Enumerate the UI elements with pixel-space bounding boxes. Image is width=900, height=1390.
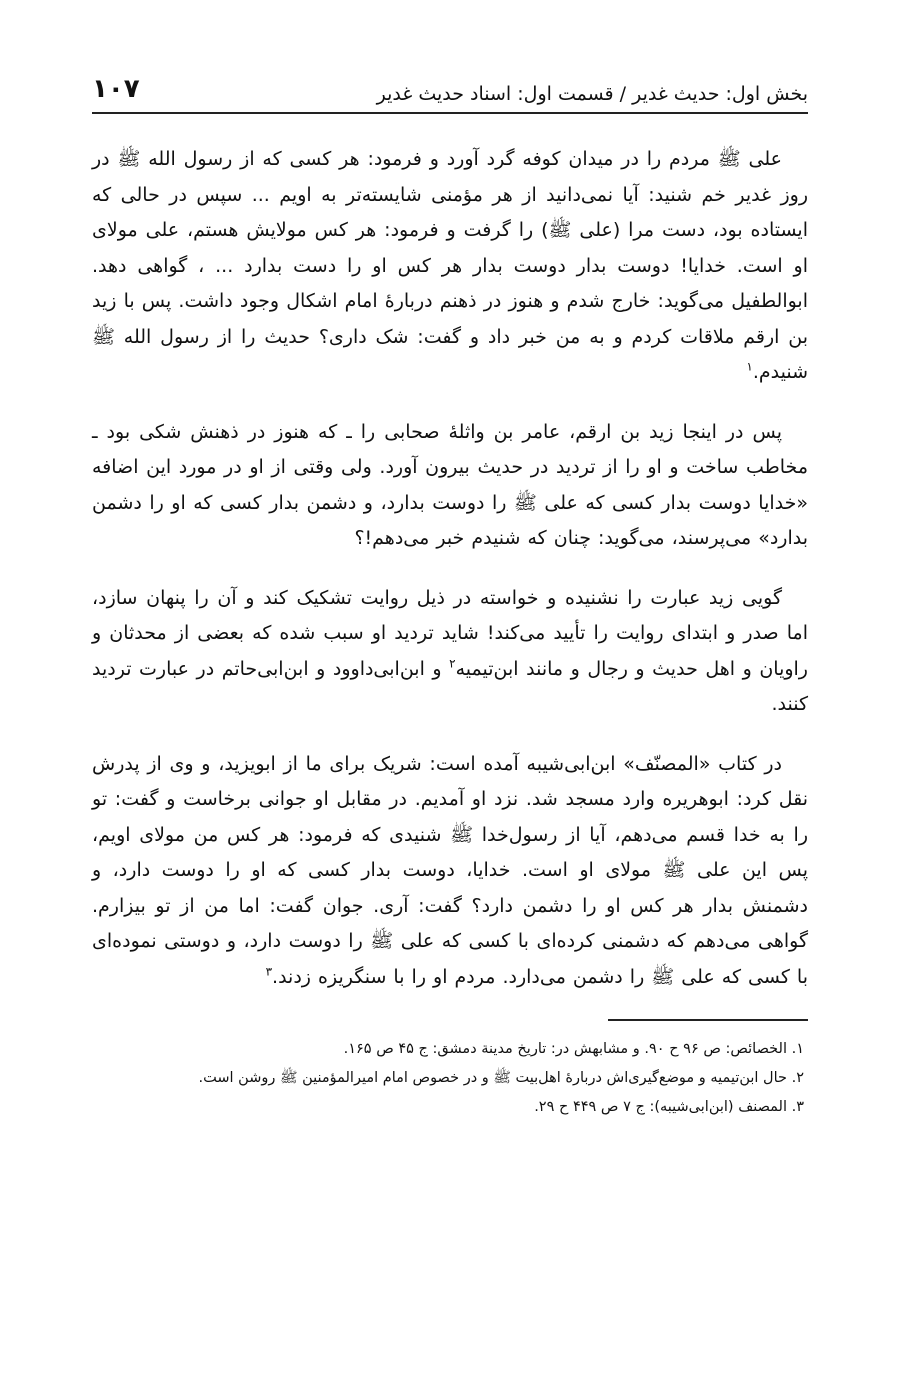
paragraph-1 <box>92 142 808 391</box>
footnote-2: ۲. حال ابن‌تیمیه و موضع‌گیری‌اش دربارهٔ اهل‌بیت ﷺ و در خصوص امام امیرالمؤمنین ﷺ روشن است. <box>198 1070 804 1086</box>
body-text <box>92 142 808 995</box>
paragraph-text-tail: و ابن‌ابی‌داوود و ابن‌ابی‌حاتم در عبارت تردید کنند. <box>92 657 808 715</box>
footnote-marker-1: ۱ <box>746 359 753 374</box>
footnote-3: ۳. المصنف (ابن‌ابی‌شیبه): ج ۷ ص ۴۴۹ ح ۲۹. <box>534 1099 804 1115</box>
paragraph-4 <box>92 747 808 996</box>
paragraph-3 <box>92 581 808 723</box>
page-number: ۱۰۷ <box>92 74 140 104</box>
footnotes <box>92 1037 808 1120</box>
paragraph-2 <box>92 415 808 557</box>
footnote-marker-3: ۳ <box>265 964 273 979</box>
paragraph-text: گویی زید عبارت را نشنیده و خواسته در ذیل روایت تشکیک کند و آن را پنهان سازد، اما صدر و ابتدای روایت را تأیید می‌کند! شاید تردید او سبب شده که بعضی از محدثان و راویان و اهل حدیث و رجال و مانند ابن‌تیمیه <box>92 586 808 680</box>
footnote-marker-2: ۲ <box>449 656 456 671</box>
paragraph-text: پس در اینجا زید بن ارقم، عامر بن واثلهٔ صحابی را ـ که هنوز در ذهنش شکی بود ـ مخاطب ساخت و او را از تردید در حدیث بیرون آورد. ولی وقتی از او در مورد این اضافه «خدایا دوست بدار کسی که علی ﷺ را دوست بدارد، و دشمن بدار کسی که او را دشمن بدارد» می‌پرسند، می‌گوید: چنان که شنیدم خبر می‌دهم!؟ <box>92 420 808 549</box>
paragraph-text: علی ﷺ مردم را در میدان کوفه گرد آورد و فرمود: هر کسی که از رسول الله ﷺ در روز غدیر خم شنید: آیا نمی‌دانید از هر مؤمنی شایسته‌تر به اویم ... سپس در حالی که ایستاده بود، دست مرا (علی ﷺ) را گرفت و فرمود: هر کس مولایش هستم، علی مولای او است. خدایا! دوست بدار دوست بدار هر کس او را دست بدارد ... ، گواهی دهد. ابوالطفیل می‌گوید: خارج شدم و هنوز در ذهنم دربارهٔ امام اشکال وجود داشت. پس با زید بن ارقم ملاقات کردم و به من خبر داد و گفت: شک داری؟ حدیث را از رسول الله ﷺ شنیدم. <box>92 148 808 383</box>
running-title: بخش اول: حدیث غدیر / قسمت اول: اسناد حدیث غدیر <box>376 83 808 105</box>
page-header <box>92 60 808 114</box>
footnote-1: ۱. الخصائص: ص ۹۶ ح ۹۰. و مشابهش در: تاریخ مدینة دمشق: ج ۴۵ ص ۱۶۵. <box>343 1041 804 1057</box>
document-page <box>92 60 808 1350</box>
paragraph-text: در کتاب «المصنّف» ابن‌ابی‌شیبه آمده است: شریک برای ما از ابویزید، و وی از پدرش نقل کرد: ابوهریره وارد مسجد شد. نزد او آمدیم. در مقابل او جوانی برخاست و گفت: تو را به خدا قسم می‌دهم، آیا از رسول‌خدا ﷺ شنیدی که فرمود: هر کس من مولای اویم، پس این علی ﷺ مولای او است. خدایا، دوست بدار کسی که او را دوست دارد، و دشمنش بدار هر کس او را دشمن دارد؟ گفت: آری. جوان گفت: اما من از تو بیزارم. گواهی می‌دهم که دشمنی کرده‌ای با کسی که علی ﷺ را دوست دارد، و دوستی نموده‌ای با کسی که علی ﷺ را دشمن می‌دارد. مردم او را با سنگریزه زدند. <box>92 752 808 988</box>
footnote-divider <box>608 1019 808 1021</box>
